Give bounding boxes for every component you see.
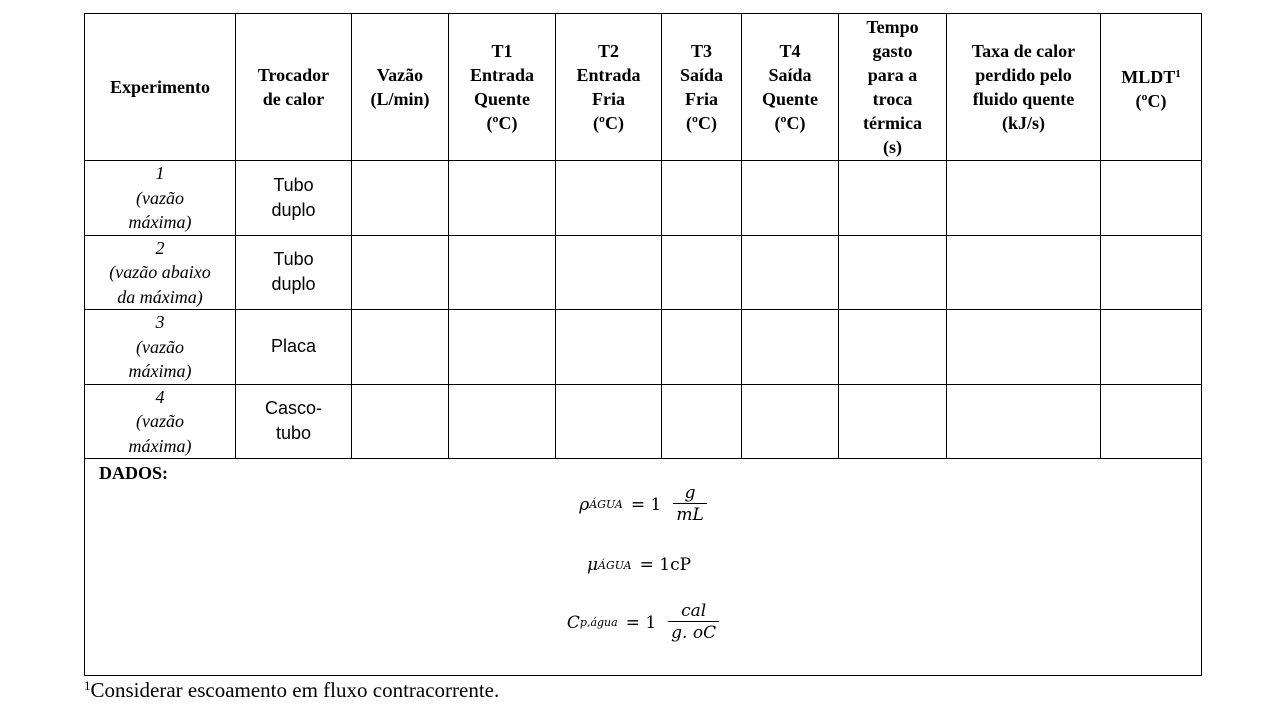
header-line: Entrada <box>576 65 641 85</box>
header-line: de calor <box>262 89 325 109</box>
header-vazao <box>352 14 449 161</box>
empty-entry-cell <box>742 310 839 385</box>
empty-entry-cell <box>556 235 662 310</box>
exchanger-line: duplo <box>271 199 316 220</box>
header-line: Experimento <box>110 77 210 97</box>
header-line: térmica <box>863 113 922 133</box>
empty-entry-cell <box>742 384 839 459</box>
mu-symbol: μ <box>586 555 598 575</box>
cp-formula <box>85 601 1201 644</box>
experiment-line: (vazão <box>136 411 184 431</box>
header-line: Saída <box>679 65 724 85</box>
experiment-line: (vazão <box>136 336 184 357</box>
empty-entry-cell <box>1101 161 1202 236</box>
header-line: T2 <box>597 41 619 61</box>
empty-entry-cell <box>947 161 1101 236</box>
experiment-cell <box>85 161 236 236</box>
header-line: (ºC) <box>593 113 624 133</box>
empty-entry-cell <box>352 161 449 236</box>
rho-fraction <box>673 483 706 526</box>
header-experimento <box>85 14 236 161</box>
cp-subscript: p,água <box>579 616 618 629</box>
header-t3 <box>662 14 742 161</box>
exchanger-line: Tubo <box>273 249 314 270</box>
header-line: T1 <box>491 41 513 61</box>
cp-fraction <box>668 601 719 644</box>
header-line: Entrada <box>469 65 534 85</box>
rho-subscript: ÁGUA <box>589 498 623 511</box>
cp-numerator: cal <box>681 601 707 621</box>
exchanger-cell <box>236 161 352 236</box>
header-line: (ºC) <box>486 113 518 133</box>
header-mldt <box>1101 14 1202 161</box>
exchanger-line: duplo <box>271 274 316 295</box>
mldt-footnote-marker: 1 <box>1175 67 1181 80</box>
table-row <box>85 384 1202 459</box>
experiment-line: máxima) <box>128 212 192 232</box>
empty-entry-cell <box>742 235 839 310</box>
header-line: Taxa de calor <box>971 41 1076 61</box>
empty-entry-cell <box>839 235 947 310</box>
experiment-line: máxima) <box>128 435 192 456</box>
cp-equals: = 1 <box>625 612 657 633</box>
table-row <box>85 235 1202 310</box>
experiment-line: 1 <box>155 163 165 183</box>
empty-entry-cell <box>947 384 1101 459</box>
header-line: (ºC) <box>1135 90 1167 111</box>
experiment-line: máxima) <box>128 361 192 381</box>
empty-entry-cell <box>662 384 742 459</box>
header-line: Trocador <box>257 65 330 85</box>
header-line: Fria <box>592 89 625 109</box>
header-line: gasto <box>872 41 913 61</box>
header-line: Quente <box>762 89 818 109</box>
header-t4 <box>742 14 839 161</box>
header-line: Saída <box>768 65 812 85</box>
header-line: perdido pelo <box>975 65 1072 85</box>
exchanger-line: Placa <box>270 336 317 357</box>
experiment-line: 3 <box>155 312 165 332</box>
empty-entry-cell <box>839 161 947 236</box>
experiment-line: (vazão abaixo <box>109 262 211 282</box>
empty-entry-cell <box>662 235 742 310</box>
header-line: para a <box>867 65 918 85</box>
rho-numerator: g <box>684 483 696 503</box>
rho-formula <box>85 483 1201 526</box>
empty-entry-cell <box>556 161 662 236</box>
header-line: fluido quente <box>972 89 1075 109</box>
empty-entry-cell <box>1101 235 1202 310</box>
empty-entry-cell <box>839 310 947 385</box>
header-line: T3 <box>690 41 712 61</box>
empty-entry-cell <box>449 235 556 310</box>
table-row <box>85 310 1202 385</box>
experiment-table <box>84 13 1202 676</box>
experiment-cell <box>85 310 236 385</box>
cp-denominator: g. oC <box>671 623 717 643</box>
header-line: (ºC) <box>774 113 806 133</box>
empty-entry-cell <box>662 161 742 236</box>
experiment-line: 2 <box>155 237 165 258</box>
data-sheet <box>84 13 1201 676</box>
header-tempo <box>839 14 947 161</box>
empty-entry-cell <box>947 235 1101 310</box>
header-line: troca <box>872 89 913 109</box>
empty-entry-cell <box>1101 310 1202 385</box>
header-line: Fria <box>685 89 718 109</box>
exchanger-cell <box>236 384 352 459</box>
empty-entry-cell <box>352 235 449 310</box>
empty-entry-cell <box>449 310 556 385</box>
rho-symbol: ρ <box>579 494 590 515</box>
header-line: (kJ/s) <box>1001 113 1045 133</box>
dados-section <box>85 459 1202 676</box>
empty-entry-cell <box>556 310 662 385</box>
experiment-line: (vazão <box>136 187 184 208</box>
dados-title: DADOS: <box>99 463 169 483</box>
exchanger-line: Casco- <box>264 398 322 419</box>
experiment-line: da máxima) <box>117 286 203 307</box>
empty-entry-cell <box>352 310 449 385</box>
experiment-line: 4 <box>155 386 165 407</box>
empty-entry-cell <box>1101 384 1202 459</box>
empty-entry-cell <box>742 161 839 236</box>
exchanger-line: tubo <box>275 423 312 444</box>
empty-entry-cell <box>662 310 742 385</box>
rho-denominator: mL <box>676 505 704 525</box>
header-row <box>85 14 1202 161</box>
empty-entry-cell <box>449 161 556 236</box>
cp-symbol: C <box>566 612 580 633</box>
empty-entry-cell <box>449 384 556 459</box>
header-line: Tempo <box>866 17 919 37</box>
mu-equals: = 1cP <box>639 555 692 575</box>
mu-subscript: ÁGUA <box>598 558 632 572</box>
header-line: T4 <box>779 41 801 61</box>
empty-entry-cell <box>352 384 449 459</box>
mu-formula <box>85 555 1201 575</box>
rho-equals: = 1 <box>630 494 662 515</box>
header-taxa-calor <box>947 14 1101 161</box>
header-t2 <box>556 14 662 161</box>
exchanger-cell <box>236 310 352 385</box>
header-t1 <box>449 14 556 161</box>
exchanger-line: Tubo <box>273 174 314 195</box>
exchanger-cell <box>236 235 352 310</box>
footnote-text: Considerar escoamento em fluxo contracorrente. <box>90 678 500 702</box>
experiment-cell <box>85 384 236 459</box>
table-row <box>85 161 1202 236</box>
empty-entry-cell <box>556 384 662 459</box>
empty-entry-cell <box>839 384 947 459</box>
header-trocador <box>236 14 352 161</box>
footnote-marker: 1 <box>84 678 91 693</box>
header-line: Quente <box>474 89 530 109</box>
header-line: Vazão <box>376 65 424 85</box>
footnote <box>84 678 499 703</box>
empty-entry-cell <box>947 310 1101 385</box>
header-line: (ºC) <box>686 113 717 133</box>
experiment-cell <box>85 235 236 310</box>
header-line: MLDT <box>1121 66 1176 87</box>
header-line: (L/min) <box>370 89 430 109</box>
header-line: (s) <box>883 137 902 157</box>
